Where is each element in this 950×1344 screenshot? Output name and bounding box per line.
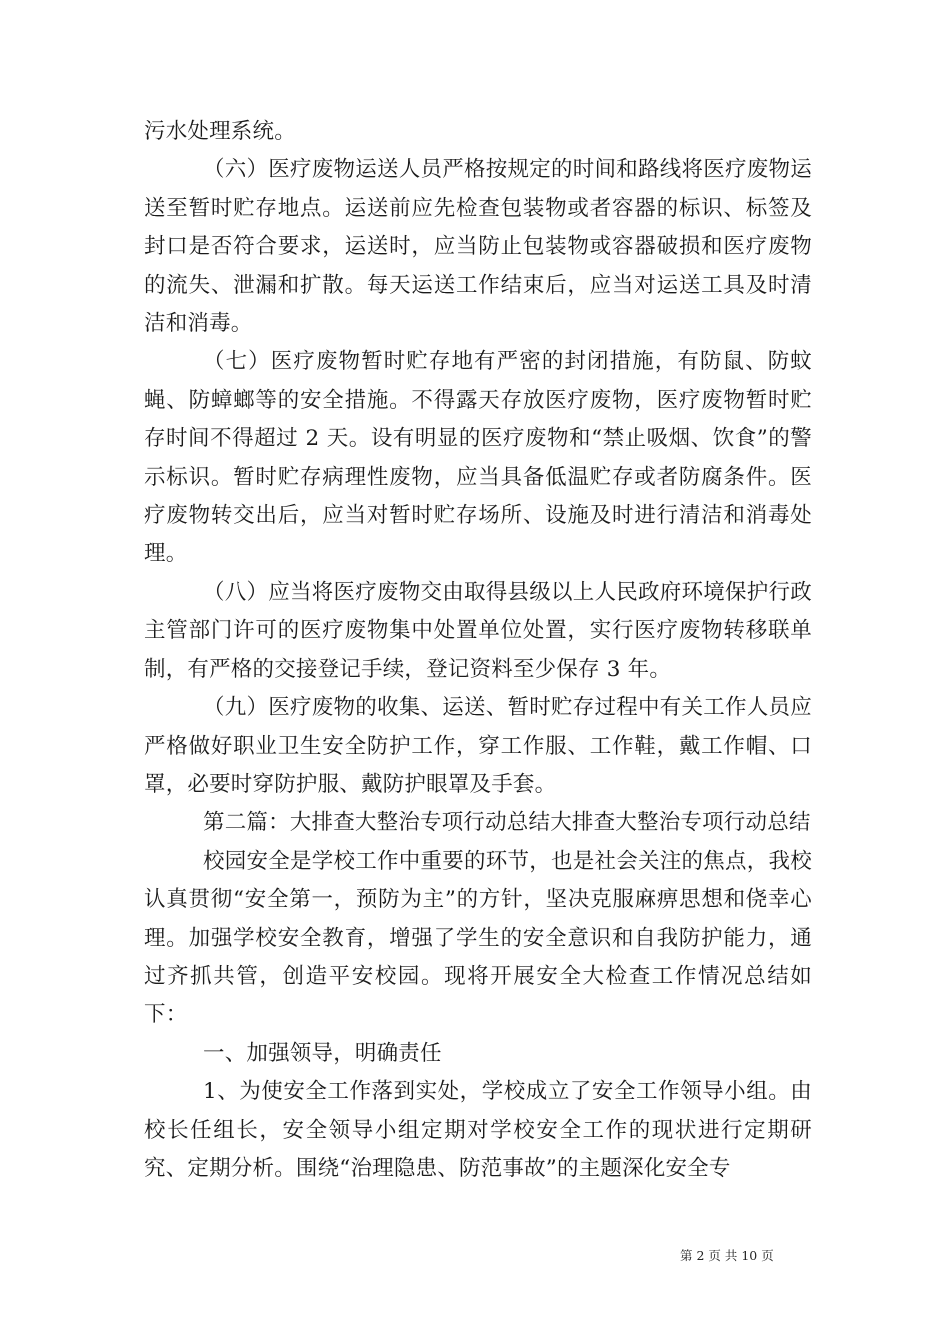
page-number-footer: 第 2 页 共 10 页: [680, 1248, 774, 1263]
paragraph-item-6: （六）医疗废物运送人员严格按规定的时间和路线将医疗废物运送至暂时贮存地点。运送前应先检查包装物或者容器的标识、标签及封口是否符合要求，运送时，应当防止包装物或容器破损和医疗废物的流失、泄漏和扩散。每天运送工作结束后，应当对运送工具及时清洁和消毒。: [144, 157, 812, 337]
subheading-leadership: 一、加强领导，明确责任: [203, 1040, 442, 1066]
paragraph-item-7: （七）医疗废物暂时贮存地有严密的封闭措施，有防鼠、防蚊蝇、防蟑螂等的安全措施。不得露天存放医疗废物，医疗废物暂时贮存时间不得超过 2 天。设有明显的医疗废物和“禁止吸烟、饮食”的警示标识。暂时贮存病理性废物，应当具备低温贮存或者防腐条件。医疗废物转交出后，应当对暂时贮存场所、设施及时进行清洁和消毒处理。: [144, 349, 812, 567]
paragraph-intro: 校园安全是学校工作中重要的环节，也是社会关注的焦点，我校认真贯彻“安全第一，预防为主”的方针，坚决克服麻痹思想和侥幸心理。加强学校安全教育，增强了学生的安全意识和自我防护能力，通过齐抓共管，创造平安校园。现将开展安全大检查工作情况总结如下：: [144, 848, 812, 1028]
document-body: [144, 113, 812, 1188]
paragraph-point-1: 1、为使安全工作落到实处，学校成立了安全工作领导小组。由校长任组长，安全领导小组定期对学校安全工作的现状进行定期研究、定期分析。围绕“治理隐患、防范事故”的主题深化安全专: [144, 1079, 812, 1181]
paragraph-continuation: 污水处理系统。: [144, 119, 296, 144]
section-heading-part-two: 第二篇：大排查大整治专项行动总结大排查大整治专项行动总结: [203, 810, 811, 836]
paragraph-item-8: （八）应当将医疗废物交由取得县级以上人民政府环境保护行政主管部门许可的医疗废物集中处置单位处置，实行医疗废物转移联单制，有严格的交接登记手续，登记资料至少保存 3 年。: [144, 579, 812, 682]
paragraph-item-9: （九）医疗废物的收集、运送、暂时贮存过程中有关工作人员应严格做好职业卫生安全防护工作，穿工作服、工作鞋，戴工作帽、口罩，必要时穿防护服、戴防护眼罩及手套。: [144, 695, 812, 797]
